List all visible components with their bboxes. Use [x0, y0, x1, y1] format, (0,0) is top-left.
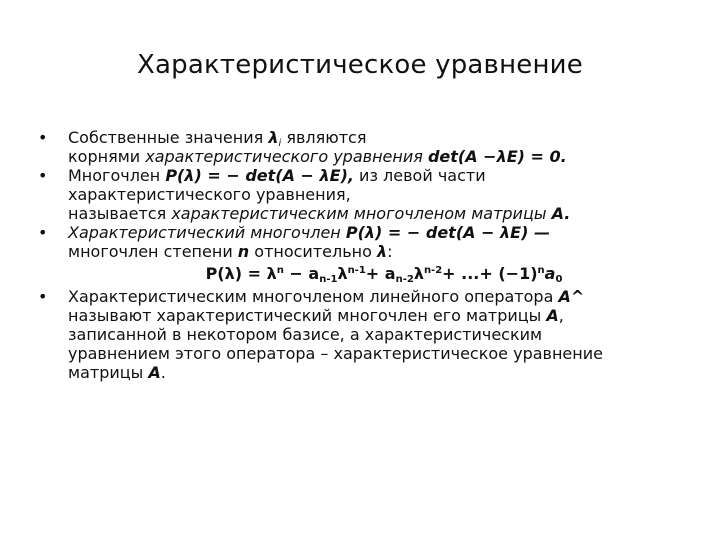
text: Характеристическим многочленом линейного оператора: [68, 287, 559, 306]
index-i: i: [278, 138, 282, 149]
text: Собственные значения: [68, 128, 269, 147]
bullet-item-degree: [30, 223, 700, 261]
matrix-a: A: [546, 306, 559, 325]
polynomial-formula: $P(\lambda) = \lambda^n - a_{n-1}\lambda^{n-1}+ a_{n-2}\lambda^{n-2}+$ ...+ $(-1)^na_0$: [205, 264, 563, 285]
text: являются: [281, 128, 367, 147]
term: характеристическим многочленом матрицы: [171, 204, 552, 223]
text: характеристического уравнения,: [68, 185, 351, 204]
equation: P(λ) = − det(A − λE) —: [345, 223, 550, 242]
text: .: [160, 363, 166, 382]
bullet-icon: •: [38, 128, 48, 147]
term: характеристического уравнения: [145, 147, 428, 166]
n-symbol: n: [237, 242, 250, 261]
bullet-icon: •: [38, 223, 48, 242]
text: :: [387, 242, 393, 261]
equation: P(λ) = − det(A − λE),: [165, 166, 354, 185]
text: относительно: [249, 242, 377, 261]
text: называют характеристический многочлен его матрицы: [68, 306, 547, 325]
operator-a: A^: [558, 287, 585, 306]
lambda-symbol: λ: [268, 128, 279, 147]
bullet-list: [30, 128, 700, 382]
text: многочлен степени: [68, 242, 238, 261]
text: записанной в некотором базисе, а характеристическим: [68, 325, 543, 344]
term: Характеристический многочлен: [68, 223, 346, 242]
bullet-item-polynomial: [30, 166, 700, 223]
matrix-a: A.: [551, 204, 571, 223]
bullet-item-eigenvalues: [30, 128, 700, 166]
text: матрицы: [68, 363, 149, 382]
matrix-a: A: [148, 363, 161, 382]
text: корнями: [68, 147, 146, 166]
slide-title: Характеристическое уравнение: [137, 50, 583, 80]
text: уравнением этого оператора – характеристическое уравнение: [68, 344, 603, 363]
lambda-symbol: λ: [376, 242, 388, 261]
text: называется: [68, 204, 172, 223]
bullet-item-operator: [30, 287, 700, 382]
equation: det(A −λE) = 0.: [427, 147, 567, 166]
text: Многочлен: [68, 166, 166, 185]
text: ,: [558, 306, 564, 325]
bullet-icon: •: [38, 166, 48, 185]
text: из левой части: [353, 166, 486, 185]
bullet-icon: •: [38, 287, 48, 306]
